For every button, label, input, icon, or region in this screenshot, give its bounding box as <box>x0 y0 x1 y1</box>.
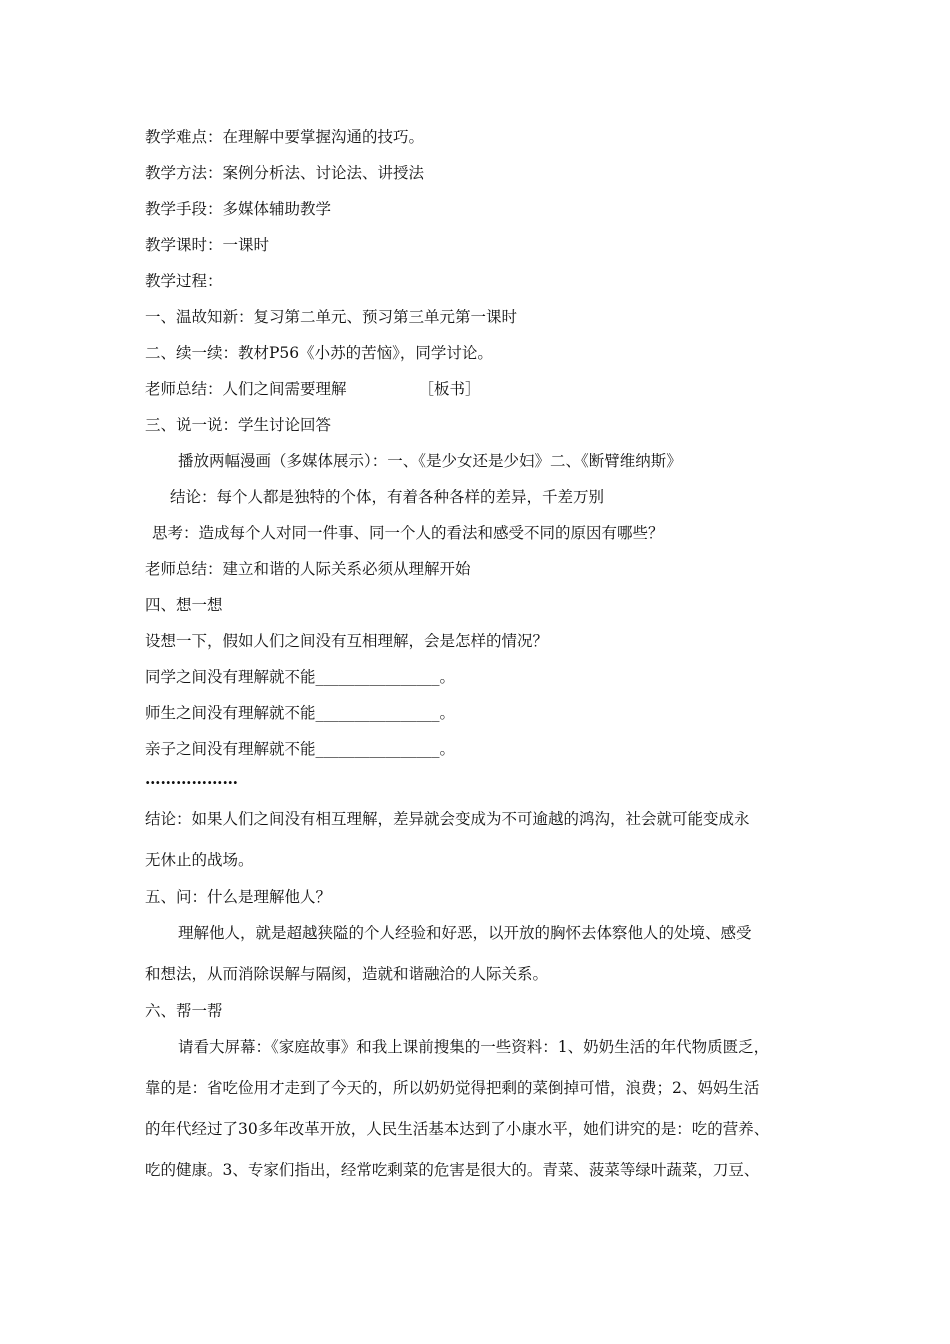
teaching-hours: 教学课时：一课时 <box>145 236 270 254</box>
section-six: 六、帮一帮 <box>145 1002 223 1020</box>
think-question: 思考：造成每个人对同一件事、同一个人的看法和感受不同的原因有哪些？ <box>152 524 664 542</box>
blank-parent-child: 亲子之间没有理解就不能________________。 <box>145 740 456 758</box>
story-line1: 请看大屏幕：《家庭故事》和我上课前搜集的一些资料：1、奶奶生活的年代物质匮乏， <box>178 1038 770 1056</box>
section-five: 五、问：什么是理解他人？ <box>145 888 332 906</box>
conclusion-1: 结论：每个人都是独特的个体，有着各种各样的差异，千差万别 <box>170 488 605 506</box>
teacher-summary-2: 老师总结：建立和谐的人际关系必须从理解开始 <box>145 560 471 578</box>
blank-classmates: 同学之间没有理解就不能________________。 <box>145 668 456 686</box>
ellipsis: ……………… <box>145 769 238 788</box>
teaching-means: 教学手段：多媒体辅助教学 <box>145 200 332 218</box>
story-line3: 的年代经过了30多年改革开放，人民生活基本达到了小康水平，她们讲究的是：吃的营养、 <box>145 1120 770 1138</box>
blank-teacher-student: 师生之间没有理解就不能________________。 <box>145 704 456 722</box>
conclusion-2-line2: 无休止的战场。 <box>145 851 254 869</box>
definition-line1: 理解他人，就是超越狭隘的个人经验和好恶，以开放的胸怀去体察他人的处境、感受 <box>178 924 752 942</box>
section-four: 四、想一想 <box>145 596 223 614</box>
definition-line2: 和想法，从而消除误解与隔阂，造就和谐融洽的人际关系。 <box>145 965 549 983</box>
conclusion-2-line1: 结论：如果人们之间没有相互理解，差异就会变成为不可逾越的鸿沟，社会就可能变成永 <box>145 810 750 828</box>
story-line4: 吃的健康。3、专家们指出，经常吃剩菜的危害是很大的。青菜、菠菜等绿叶蔬菜，刀豆、 <box>145 1161 760 1179</box>
section-two: 二、续一续：教材P56《小苏的苦恼》，同学讨论。 <box>145 344 493 362</box>
teaching-difficulty: 教学难点：在理解中要掌握沟通的技巧。 <box>145 128 425 146</box>
blackboard-note: ［板书］ <box>418 380 481 398</box>
imagine-question: 设想一下，假如人们之间没有互相理解，会是怎样的情况？ <box>145 632 549 650</box>
teacher-summary-1 <box>145 379 481 399</box>
teaching-process-heading: 教学过程： <box>145 272 223 290</box>
section-three: 三、说一说：学生讨论回答 <box>145 416 332 434</box>
story-line2: 靠的是：省吃俭用才走到了今天的，所以奶奶觉得把剩的菜倒掉可惜，浪费；2、妈妈生活 <box>145 1079 760 1097</box>
teacher-summary-1-text: 老师总结：人们之间需要理解 <box>145 380 347 398</box>
section-one: 一、温故知新：复习第二单元、预习第三单元第一课时 <box>145 308 518 326</box>
teaching-method: 教学方法：案例分析法、讨论法、讲授法 <box>145 164 425 182</box>
cartoon-display: 播放两幅漫画（多媒体展示）：一、《是少女还是少妇》二、《断臂维纳斯》 <box>178 452 682 470</box>
